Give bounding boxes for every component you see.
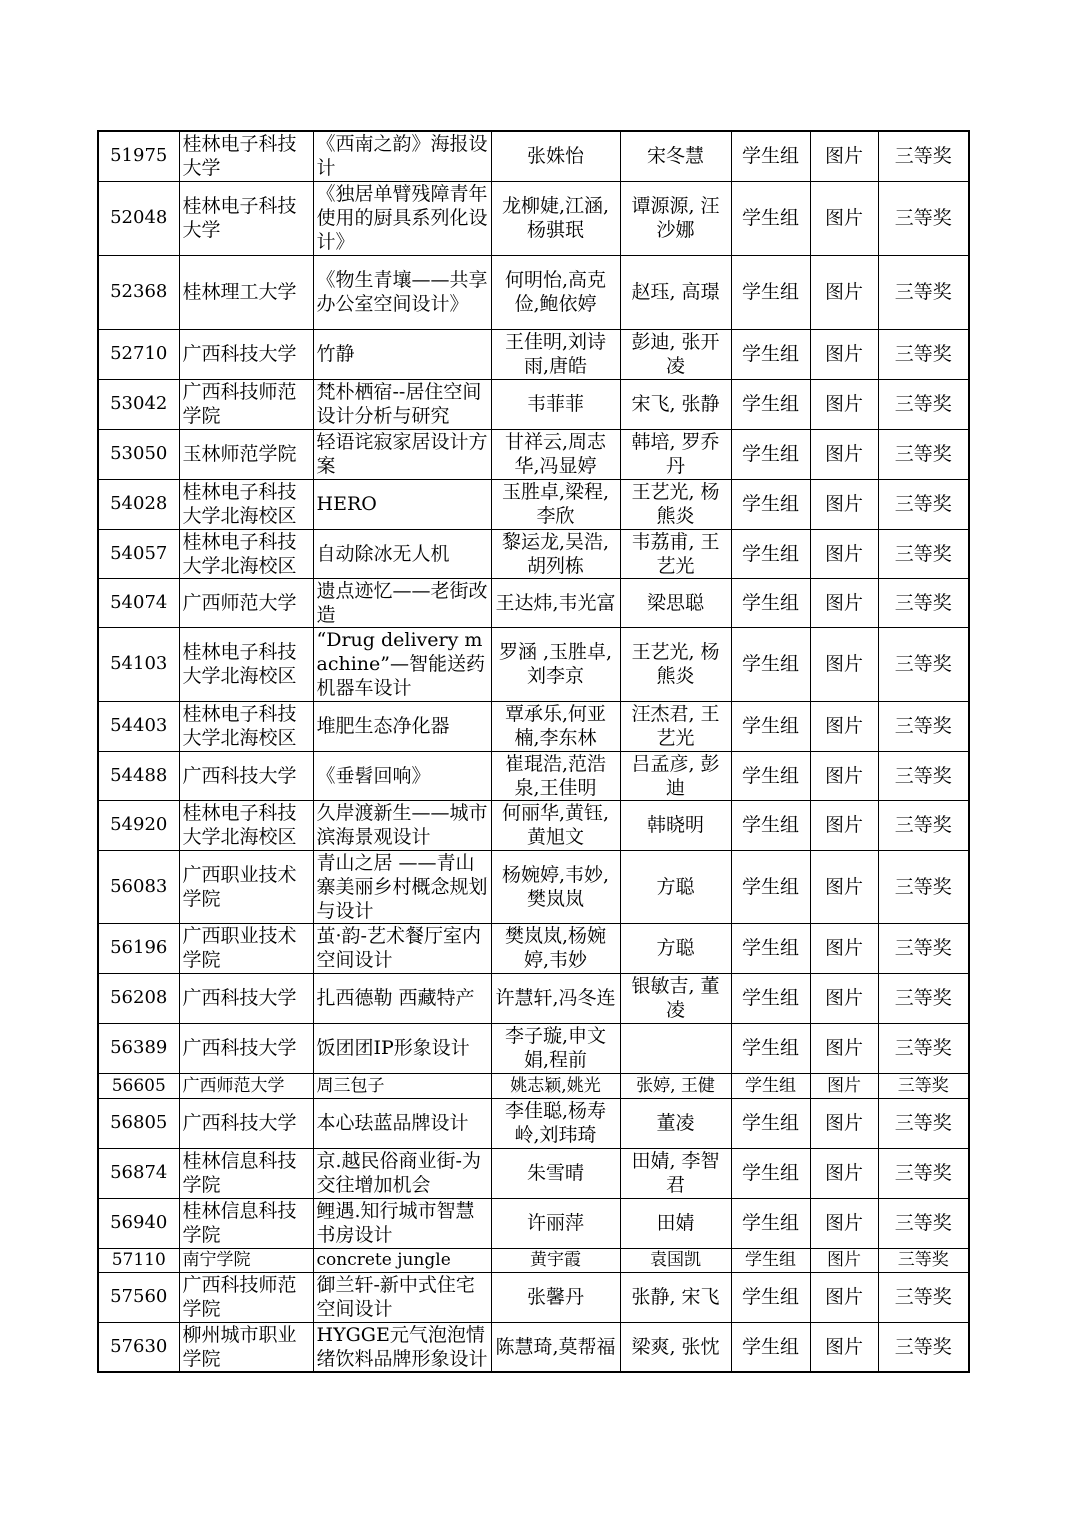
- work-id-cell: 54488: [98, 751, 179, 800]
- award-cell: 三等奖: [878, 923, 969, 973]
- authors-cell: 李子璇,申文娟,程前: [491, 1023, 620, 1073]
- advisors-cell: 梁思聪: [620, 578, 731, 627]
- table-row: [98, 479, 969, 529]
- award-cell: 三等奖: [878, 255, 969, 329]
- advisors-cell: 宋冬慧: [620, 131, 731, 181]
- work-id-cell: 54057: [98, 529, 179, 578]
- group-cell: 学生组: [731, 479, 810, 529]
- work-title-cell: HERO: [313, 479, 491, 529]
- work-title-cell: 自动除冰无人机: [313, 529, 491, 578]
- authors-cell: 龙柳婕,江涵,杨骐珉: [491, 181, 620, 255]
- award-cell: 三等奖: [878, 529, 969, 578]
- table-row: [98, 379, 969, 429]
- category-cell: 图片: [810, 181, 878, 255]
- award-cell: 三等奖: [878, 1248, 969, 1272]
- school-cell: 广西科技大学: [179, 329, 313, 379]
- table-row: [98, 800, 969, 850]
- work-title-cell: 京.越民俗商业街-为交往增加机会: [313, 1148, 491, 1198]
- award-cell: 三等奖: [878, 1023, 969, 1073]
- award-cell: 三等奖: [878, 800, 969, 850]
- group-cell: 学生组: [731, 1322, 810, 1372]
- advisors-cell: 彭迪, 张开凌: [620, 329, 731, 379]
- table-row: [98, 131, 969, 181]
- authors-cell: 陈慧琦,莫帮福: [491, 1322, 620, 1372]
- award-cell: 三等奖: [878, 1073, 969, 1098]
- table-row: [98, 578, 969, 627]
- advisors-cell: 方聪: [620, 850, 731, 923]
- category-cell: 图片: [810, 578, 878, 627]
- award-cell: 三等奖: [878, 1148, 969, 1198]
- advisors-cell: 袁国凯: [620, 1248, 731, 1272]
- work-title-cell: 《独居单臂残障青年使用的厨具系列化设计》: [313, 181, 491, 255]
- category-cell: 图片: [810, 1272, 878, 1322]
- advisors-cell: 宋飞, 张静: [620, 379, 731, 429]
- advisors-cell: 韩晓明: [620, 800, 731, 850]
- category-cell: 图片: [810, 751, 878, 800]
- authors-cell: 张姝怡: [491, 131, 620, 181]
- school-cell: 桂林信息科技学院: [179, 1198, 313, 1248]
- school-cell: 桂林电子科技大学北海校区: [179, 627, 313, 701]
- advisors-cell: 赵珏, 高璟: [620, 255, 731, 329]
- work-id-cell: 52368: [98, 255, 179, 329]
- category-cell: 图片: [810, 923, 878, 973]
- school-cell: 玉林师范学院: [179, 429, 313, 479]
- group-cell: 学生组: [731, 379, 810, 429]
- school-cell: 桂林电子科技大学北海校区: [179, 529, 313, 578]
- category-cell: 图片: [810, 255, 878, 329]
- work-id-cell: 56940: [98, 1198, 179, 1248]
- category-cell: 图片: [810, 1023, 878, 1073]
- school-cell: 桂林电子科技大学北海校区: [179, 479, 313, 529]
- table-row: [98, 973, 969, 1023]
- work-title-cell: 青山之居 ——青山寨美丽乡村概念规划与设计: [313, 850, 491, 923]
- school-cell: 广西科技大学: [179, 751, 313, 800]
- work-id-cell: 56083: [98, 850, 179, 923]
- school-cell: 桂林信息科技学院: [179, 1148, 313, 1198]
- school-cell: 桂林理工大学: [179, 255, 313, 329]
- advisors-cell: 董凌: [620, 1098, 731, 1148]
- award-cell: 三等奖: [878, 181, 969, 255]
- category-cell: 图片: [810, 627, 878, 701]
- award-cell: 三等奖: [878, 329, 969, 379]
- work-id-cell: 57110: [98, 1248, 179, 1272]
- school-cell: 柳州城市职业学院: [179, 1322, 313, 1372]
- work-title-cell: 御兰轩-新中式住宅空间设计: [313, 1272, 491, 1322]
- advisors-cell: 王艺光, 杨熊炎: [620, 627, 731, 701]
- category-cell: 图片: [810, 429, 878, 479]
- authors-cell: 张馨丹: [491, 1272, 620, 1322]
- work-title-cell: 饭团团IP形象设计: [313, 1023, 491, 1073]
- work-title-cell: 《物生青壤——共享办公室空间设计》: [313, 255, 491, 329]
- group-cell: 学生组: [731, 578, 810, 627]
- advisors-cell: 张婷, 王健: [620, 1073, 731, 1098]
- work-id-cell: 57630: [98, 1322, 179, 1372]
- work-id-cell: 53050: [98, 429, 179, 479]
- advisors-cell: 韦荔甫, 王艺光: [620, 529, 731, 578]
- authors-cell: 李佳聪,杨寿岭,刘玮琦: [491, 1098, 620, 1148]
- school-cell: 桂林电子科技大学: [179, 181, 313, 255]
- work-id-cell: 52710: [98, 329, 179, 379]
- table-row: [98, 751, 969, 800]
- advisors-cell: 田婧: [620, 1198, 731, 1248]
- award-cell: 三等奖: [878, 1272, 969, 1322]
- group-cell: 学生组: [731, 923, 810, 973]
- table-row: [98, 1073, 969, 1098]
- authors-cell: 崔琨浩,范浩泉,王佳明: [491, 751, 620, 800]
- school-cell: 桂林电子科技大学: [179, 131, 313, 181]
- table-row: [98, 329, 969, 379]
- group-cell: 学生组: [731, 1098, 810, 1148]
- award-cell: 三等奖: [878, 131, 969, 181]
- table-row: [98, 850, 969, 923]
- advisors-cell: 方聪: [620, 923, 731, 973]
- advisors-cell: 田婧, 李智君: [620, 1148, 731, 1198]
- category-cell: 图片: [810, 1198, 878, 1248]
- advisors-cell: 银敏吉, 董凌: [620, 973, 731, 1023]
- category-cell: 图片: [810, 1073, 878, 1098]
- work-id-cell: 54103: [98, 627, 179, 701]
- authors-cell: 覃承乐,何亚楠,李东林: [491, 701, 620, 751]
- work-id-cell: 51975: [98, 131, 179, 181]
- award-cell: 三等奖: [878, 973, 969, 1023]
- authors-cell: 许丽萍: [491, 1198, 620, 1248]
- work-id-cell: 56389: [98, 1023, 179, 1073]
- group-cell: 学生组: [731, 1148, 810, 1198]
- table-row: [98, 1148, 969, 1198]
- school-cell: 广西职业技术学院: [179, 923, 313, 973]
- group-cell: 学生组: [731, 429, 810, 479]
- work-title-cell: 梵朴栖宿--居住空间设计分析与研究: [313, 379, 491, 429]
- table-row: [98, 529, 969, 578]
- work-title-cell: HYGGE元气泡泡情绪饮料品牌形象设计: [313, 1322, 491, 1372]
- authors-cell: 何明怡,高克俭,鲍依婷: [491, 255, 620, 329]
- authors-cell: 黄宇霞: [491, 1248, 620, 1272]
- school-cell: 广西科技师范学院: [179, 379, 313, 429]
- work-title-cell: 扎西德勒 西藏特产: [313, 973, 491, 1023]
- group-cell: 学生组: [731, 131, 810, 181]
- work-id-cell: 56605: [98, 1073, 179, 1098]
- work-id-cell: 54403: [98, 701, 179, 751]
- work-title-cell: 本心珐蓝品牌设计: [313, 1098, 491, 1148]
- work-id-cell: 54074: [98, 578, 179, 627]
- table-row: [98, 627, 969, 701]
- advisors-cell: 韩培, 罗乔丹: [620, 429, 731, 479]
- group-cell: 学生组: [731, 1272, 810, 1322]
- authors-cell: 王达炜,韦光富: [491, 578, 620, 627]
- group-cell: 学生组: [731, 529, 810, 578]
- school-cell: 广西职业技术学院: [179, 850, 313, 923]
- authors-cell: 甘祥云,周志华,冯显婷: [491, 429, 620, 479]
- category-cell: 图片: [810, 529, 878, 578]
- category-cell: 图片: [810, 1248, 878, 1272]
- award-cell: 三等奖: [878, 429, 969, 479]
- school-cell: 南宁学院: [179, 1248, 313, 1272]
- school-cell: 桂林电子科技大学北海校区: [179, 800, 313, 850]
- category-cell: 图片: [810, 973, 878, 1023]
- school-cell: 广西师范大学: [179, 578, 313, 627]
- group-cell: 学生组: [731, 1023, 810, 1073]
- award-table: [97, 130, 970, 1373]
- authors-cell: 黎运龙,吴浩,胡列栋: [491, 529, 620, 578]
- work-title-cell: 久岸渡新生——城市滨海景观设计: [313, 800, 491, 850]
- advisors-cell: 吕孟彦, 彭迪: [620, 751, 731, 800]
- advisors-cell: 谭源源, 汪沙娜: [620, 181, 731, 255]
- category-cell: 图片: [810, 800, 878, 850]
- award-cell: 三等奖: [878, 379, 969, 429]
- work-id-cell: 57560: [98, 1272, 179, 1322]
- group-cell: 学生组: [731, 973, 810, 1023]
- category-cell: 图片: [810, 850, 878, 923]
- authors-cell: 樊岚岚,杨婉婷,韦妙: [491, 923, 620, 973]
- table-row: [98, 1023, 969, 1073]
- work-title-cell: 轻语诧寂家居设计方案: [313, 429, 491, 479]
- work-id-cell: 56196: [98, 923, 179, 973]
- work-title-cell: 《垂髫回响》: [313, 751, 491, 800]
- award-cell: 三等奖: [878, 751, 969, 800]
- category-cell: 图片: [810, 329, 878, 379]
- work-id-cell: 56208: [98, 973, 179, 1023]
- category-cell: 图片: [810, 1322, 878, 1372]
- advisors-cell: 梁爽, 张忱: [620, 1322, 731, 1372]
- authors-cell: 何丽华,黄钰,黄旭文: [491, 800, 620, 850]
- work-id-cell: 54920: [98, 800, 179, 850]
- table-row: [98, 1322, 969, 1372]
- authors-cell: 王佳明,刘诗雨,唐皓: [491, 329, 620, 379]
- group-cell: 学生组: [731, 1073, 810, 1098]
- group-cell: 学生组: [731, 1198, 810, 1248]
- work-id-cell: 52048: [98, 181, 179, 255]
- category-cell: 图片: [810, 131, 878, 181]
- group-cell: 学生组: [731, 627, 810, 701]
- award-cell: 三等奖: [878, 701, 969, 751]
- authors-cell: 姚志颖,姚光: [491, 1073, 620, 1098]
- award-cell: 三等奖: [878, 1322, 969, 1372]
- work-id-cell: 54028: [98, 479, 179, 529]
- work-title-cell: 堆肥生态净化器: [313, 701, 491, 751]
- table-body: [98, 131, 969, 1372]
- work-title-cell: 竹静: [313, 329, 491, 379]
- work-id-cell: 53042: [98, 379, 179, 429]
- table-row: [98, 181, 969, 255]
- advisors-cell: 王艺光, 杨熊炎: [620, 479, 731, 529]
- award-cell: 三等奖: [878, 1098, 969, 1148]
- school-cell: 桂林电子科技大学北海校区: [179, 701, 313, 751]
- authors-cell: 杨婉婷,韦妙,樊岚岚: [491, 850, 620, 923]
- advisors-cell: 汪杰君, 王艺光: [620, 701, 731, 751]
- authors-cell: 韦菲菲: [491, 379, 620, 429]
- table-row: [98, 1272, 969, 1322]
- work-id-cell: 56874: [98, 1148, 179, 1198]
- table-row: [98, 429, 969, 479]
- work-title-cell: 《西南之韵》海报设计: [313, 131, 491, 181]
- school-cell: 广西师范大学: [179, 1073, 313, 1098]
- category-cell: 图片: [810, 479, 878, 529]
- award-cell: 三等奖: [878, 850, 969, 923]
- award-cell: 三等奖: [878, 1198, 969, 1248]
- table-row: [98, 255, 969, 329]
- category-cell: 图片: [810, 1148, 878, 1198]
- work-title-cell: 鲤遇.知行城市智慧书房设计: [313, 1198, 491, 1248]
- school-cell: 广西科技师范学院: [179, 1272, 313, 1322]
- authors-cell: 朱雪晴: [491, 1148, 620, 1198]
- authors-cell: 许慧轩,冯冬连: [491, 973, 620, 1023]
- group-cell: 学生组: [731, 751, 810, 800]
- group-cell: 学生组: [731, 255, 810, 329]
- authors-cell: 玉胜卓,梁程,李欣: [491, 479, 620, 529]
- school-cell: 广西科技大学: [179, 1098, 313, 1148]
- advisors-cell: 张静, 宋飞: [620, 1272, 731, 1322]
- table-row: [98, 701, 969, 751]
- table-row: [98, 1198, 969, 1248]
- authors-cell: 罗涵 ,玉胜卓,刘李京: [491, 627, 620, 701]
- work-title-cell: 周三包子: [313, 1073, 491, 1098]
- group-cell: 学生组: [731, 850, 810, 923]
- award-cell: 三等奖: [878, 578, 969, 627]
- table-row: [98, 1098, 969, 1148]
- group-cell: 学生组: [731, 329, 810, 379]
- table-row: [98, 1248, 969, 1272]
- group-cell: 学生组: [731, 181, 810, 255]
- award-cell: 三等奖: [878, 627, 969, 701]
- work-id-cell: 56805: [98, 1098, 179, 1148]
- school-cell: 广西科技大学: [179, 1023, 313, 1073]
- category-cell: 图片: [810, 701, 878, 751]
- category-cell: 图片: [810, 1098, 878, 1148]
- group-cell: 学生组: [731, 701, 810, 751]
- category-cell: 图片: [810, 379, 878, 429]
- award-cell: 三等奖: [878, 479, 969, 529]
- work-title-cell: concrete jungle: [313, 1248, 491, 1272]
- advisors-cell: [620, 1023, 731, 1073]
- school-cell: 广西科技大学: [179, 973, 313, 1023]
- work-title-cell: 遗点迹忆——老街改造: [313, 578, 491, 627]
- work-title-cell: “Drug delivery machine”—智能送药机器车设计: [313, 627, 491, 701]
- group-cell: 学生组: [731, 800, 810, 850]
- table-row: [98, 923, 969, 973]
- work-title-cell: 茧·韵-艺术餐厅室内空间设计: [313, 923, 491, 973]
- group-cell: 学生组: [731, 1248, 810, 1272]
